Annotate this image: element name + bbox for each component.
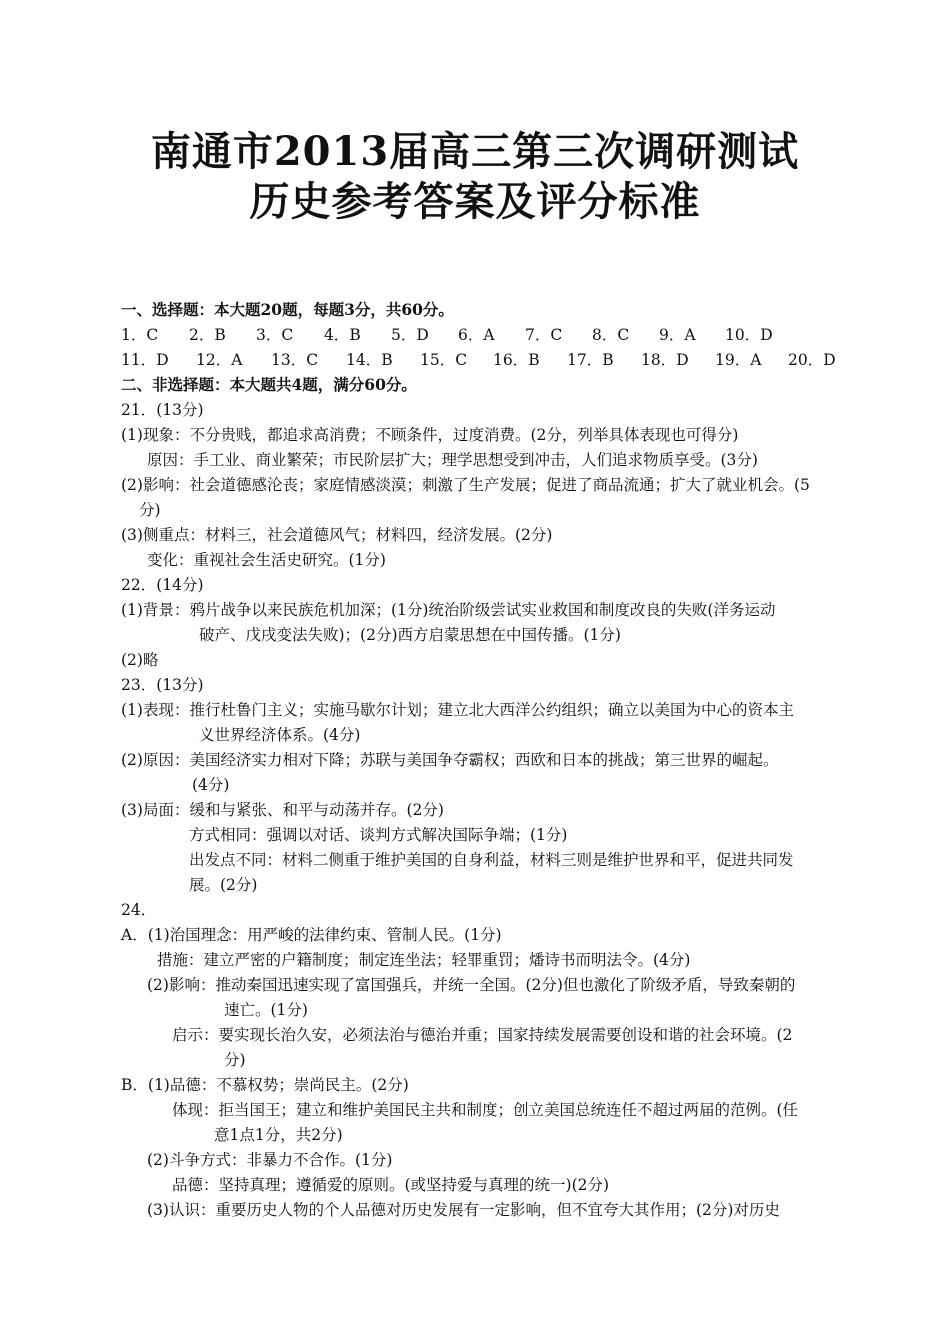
answer-item: 10．D [725, 326, 773, 344]
q24-b-line: (3)认识：重要历史人物的个人品德对历史发展有一定影响，但不宜夸大其作用；(2分)对历史 [147, 1201, 780, 1219]
q24-b-line: 意1点1分，共2分) [214, 1126, 343, 1144]
q21-line: 原因：手工业、商业繁荣；市民阶层扩大；理学思想受到冲击，人们追求物质享受。(3分) [147, 451, 758, 469]
q24-a-line: 分) [224, 1051, 246, 1069]
q21-line: (1)现象：不分贵贱，都追求高消费；不顾条件，过度消费。(2分，列举具体表现也可得分) [121, 426, 739, 444]
answer-item: 20．D [788, 351, 836, 369]
q21-line: 分) [139, 501, 161, 519]
answer-item: 2．B [189, 326, 226, 344]
q24-heading: 24． [121, 901, 157, 919]
q24-a-line: 启示：要实现长治久安，必须法治与德治并重；国家持续发展需要创设和谐的社会环境。(2 [172, 1026, 793, 1044]
q23-line: 方式相同：强调以对话、谈判方式解决国际争端；(1分) [189, 826, 568, 844]
q24-a-line: (2)影响：推动秦国迅速实现了富国强兵，并统一全国。(2分)但也激化了阶级矛盾，导致秦朝的 [147, 976, 796, 994]
q24-a-line: A．(1)治国理念：用严峻的法律约束、管制人民。(1分) [121, 926, 502, 944]
page-title: 南通市2013届高三第三次调研测试 [150, 128, 800, 175]
answer-item: 3．C [256, 326, 294, 344]
page-subtitle: 历史参考答案及评分标准 [249, 178, 701, 225]
q22-line: (1)背景：鸦片战争以来民族危机加深；(1分)统治阶级尝试实业救国和制度改良的失败(洋务运动 [121, 601, 776, 619]
section2-heading: 二、非选择题：本大题共4题，满分60分。 [121, 375, 417, 394]
section1-heading: 一、选择题：本大题20题，每题3分，共60分。 [121, 300, 454, 319]
q24-b-line: B．(1)品德：不慕权势；崇尚民主。(2分) [121, 1076, 409, 1094]
answer-item: 11．D [121, 351, 169, 369]
q24-b-line: (2)斗争方式：非暴力不合作。(1分) [147, 1151, 393, 1169]
q22-heading: 22．(14分) [121, 576, 204, 594]
answer-item: 5．D [391, 326, 429, 344]
q23-line: 出发点不同：材料二侧重于维护美国的自身利益，材料三则是维护世界和平，促进共同发 [189, 851, 794, 869]
answer-item: 6．A [458, 326, 495, 344]
answer-item: 14．B [346, 351, 393, 369]
q23-line: (3)局面：缓和与紧张、和平与动荡并存。(2分) [121, 801, 444, 819]
answer-item: 19．A [715, 351, 762, 369]
q22-line: (2)略 [121, 651, 159, 669]
answer-item: 7．C [525, 326, 563, 344]
answer-item: 16．B [493, 351, 540, 369]
answer-item: 4．B [324, 326, 361, 344]
q24-b-line: 体现：拒当国王；建立和维护美国民主共和制度；创立美国总统连任不超过两届的范例。(任 [172, 1101, 799, 1119]
q23-line: (1)表现：推行杜鲁门主义；实施马歇尔计划；建立北大西洋公约组织；确立以美国为中心的资本主 [121, 701, 794, 719]
answer-item: 17．B [567, 351, 614, 369]
answer-item: 13．C [271, 351, 319, 369]
answer-item: 12．A [196, 351, 243, 369]
answer-item: 9．A [659, 326, 696, 344]
q23-heading: 23．(13分) [121, 676, 204, 694]
q22-line: 破产、戊戌变法失败)；(2分)西方启蒙思想在中国传播。(1分) [199, 626, 621, 644]
q23-line: 义世界经济体系。(4分) [199, 726, 361, 744]
answer-item: 15．C [420, 351, 468, 369]
q23-line: 展。(2分) [189, 876, 258, 894]
q21-line: 变化：重视社会生活史研究。(1分) [147, 551, 386, 569]
q21-heading: 21．(13分) [121, 401, 204, 419]
q23-line: (4分) [192, 776, 230, 794]
answer-item: 1．C [121, 326, 159, 344]
q21-line: (2)影响：社会道德感沦丧；家庭情感淡漠；刺激了生产发展；促进了商品流通；扩大了就业机会。(5 [121, 476, 810, 494]
q23-line: (2)原因：美国经济实力相对下降；苏联与美国争夺霸权；西欧和日本的挑战；第三世界的崛起。 [121, 751, 779, 769]
q24-b-line: 品德：坚持真理；遵循爱的原则。(或坚持爱与真理的统一)(2分) [172, 1176, 610, 1194]
answer-item: 8．C [592, 326, 630, 344]
answer-item: 18．D [641, 351, 689, 369]
q21-line: (3)侧重点：材料三，社会道德风气；材料四，经济发展。(2分) [121, 526, 553, 544]
q24-a-line: 措施：建立严密的户籍制度；制定连坐法；轻罪重罚；燔诗书而明法令。(4分) [157, 951, 691, 969]
q24-a-line: 速亡。(1分) [224, 1001, 308, 1019]
